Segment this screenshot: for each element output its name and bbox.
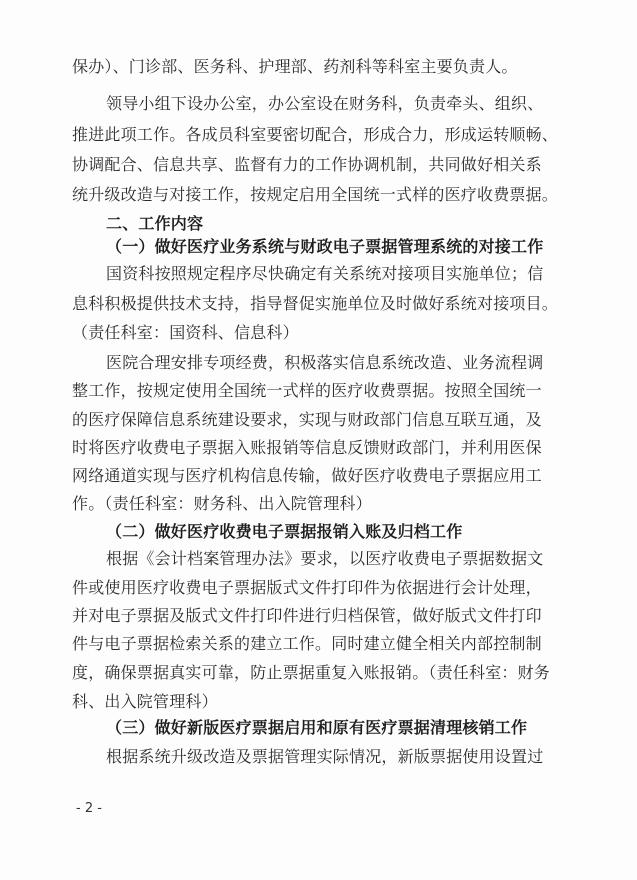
subsection-heading: （三）做好新版医疗票据启用和原有医疗票据清理核销工作 — [106, 718, 528, 737]
text-line: 整工作，按规定使用全国统一式样的医疗收费票据。按照全国统一 — [72, 381, 542, 400]
text-line: 国资科按照规定程序尽快确定有关系统对接项目实施单位；信 — [106, 264, 544, 283]
text-line: 的医疗保障信息系统建设要求，实现与财政部门信息互联互通，及 — [72, 410, 542, 429]
text-line: 件与电子票据检索关系的建立工作。同时建立健全相关内部控制制 — [72, 634, 542, 653]
text-line: 根据《会计档案管理办法》要求，以医疗收费电子票据数据文 — [106, 549, 544, 568]
text-line: 医院合理安排专项经费，积极落实信息系统改造、业务流程调 — [106, 353, 544, 372]
text-line: 作。（责任科室：财务科、出入院管理科） — [72, 494, 372, 513]
text-line: （责任科室：国资科、信息科） — [72, 323, 299, 342]
text-line: 件或使用医疗收费电子票据版式文件打印件为依据进行会计处理， — [72, 578, 542, 597]
page-number: - 2 - — [76, 801, 102, 816]
text-line: 网络通道实现与医疗机构信息传输，做好医疗收费电子票据应用工 — [72, 466, 542, 485]
text-line: 息科积极提供技术支持，指导督促实施单位及时做好系统对接项目。 — [72, 294, 559, 313]
text-line: 科、出入院管理科） — [72, 692, 218, 711]
text-line: 根据系统升级改造及票据管理实际情况，新版票据使用设置过 — [106, 747, 544, 766]
section-heading: 二、工作内容 — [106, 214, 204, 233]
text-line: 统升级改造与对接工作，按规定启用全国统一式样的医疗收费票据。 — [72, 185, 559, 204]
text-line: 领导小组下设办公室，办公室设在财务科，负责牵头、组织、 — [106, 94, 544, 113]
text-line: 度，确保票据真实可靠，防止票据重复入账报销。（责任科室：财务 — [72, 663, 551, 682]
text-line: 保办）、门诊部、医务科、护理部、药剂科等科室主要负责人。 — [72, 57, 518, 76]
text-line: 时将医疗收费电子票据入账报销等信息反馈财政部门，并利用医保 — [72, 438, 542, 457]
text-line: 协调配合、信息共享、监督有力的工作协调机制，共同做好相关系 — [72, 155, 542, 174]
subsection-heading: （一）做好医疗业务系统与财政电子票据管理系统的对接工作 — [106, 237, 544, 256]
text-line: 推进此项工作。各成员科室要密切配合，形成合力，形成运转顺畅、 — [72, 125, 559, 144]
subsection-heading: （二）做好医疗收费电子票据报销入账及归档工作 — [106, 522, 463, 541]
text-line: 并对电子票据及版式文件打印件进行归档保管，做好版式文件打印 — [72, 606, 542, 625]
